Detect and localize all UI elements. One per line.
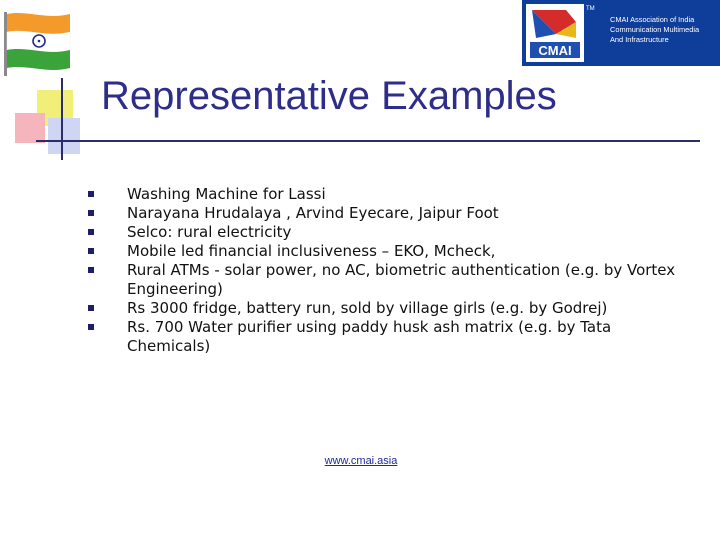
logo-line: Communication Multimedia bbox=[610, 25, 700, 34]
bullet-square-icon bbox=[88, 210, 94, 216]
bullet-text: Mobile led financial inclusiveness – EKO, Mcheck, bbox=[127, 242, 496, 260]
bullet-item bbox=[88, 318, 688, 356]
bullet-item bbox=[88, 261, 688, 299]
website-link[interactable] bbox=[0, 455, 720, 467]
logo-line: And Infrastructure bbox=[610, 35, 669, 44]
bullet-item bbox=[88, 204, 688, 223]
slide-title: Representative Examples bbox=[101, 74, 557, 118]
cmai-emblem-icon bbox=[526, 4, 584, 62]
bullet-square-icon bbox=[88, 324, 94, 330]
bullet-text: Rs 3000 fridge, battery run, sold by village girls (e.g. by Godrej) bbox=[127, 299, 608, 317]
cmai-logo bbox=[522, 0, 720, 66]
bullet-item bbox=[88, 299, 688, 318]
cmai-logo-text bbox=[610, 15, 718, 45]
decor-square-blue bbox=[48, 118, 80, 154]
cmai-wordmark: CMAI bbox=[538, 43, 572, 58]
website-link-text[interactable]: www.cmai.asia bbox=[324, 455, 398, 467]
bullet-item bbox=[88, 185, 688, 204]
decor-vertical-line bbox=[61, 78, 63, 160]
bullet-text: Narayana Hrudalaya , Arvind Eyecare, Jaipur Foot bbox=[127, 204, 499, 222]
bullet-text: Rs. 700 Water purifier using paddy husk ash matrix (e.g. by Tata Chemicals) bbox=[127, 318, 612, 355]
bullet-list bbox=[88, 185, 688, 356]
bullet-square-icon bbox=[88, 229, 94, 235]
bullet-text: Rural ATMs - solar power, no AC, biometric authentication (e.g. by Vortex Engineering) bbox=[127, 261, 676, 298]
bullet-text: Washing Machine for Lassi bbox=[127, 185, 326, 203]
bullet-square-icon bbox=[88, 305, 94, 311]
bullet-item bbox=[88, 242, 688, 261]
bullet-item bbox=[88, 223, 688, 242]
trademark-label: TM bbox=[586, 6, 595, 12]
bullet-text: Selco: rural electricity bbox=[127, 223, 292, 241]
india-flag-icon bbox=[2, 10, 72, 76]
decor-square-pink bbox=[15, 113, 45, 143]
cmai-logo-mark bbox=[526, 4, 584, 62]
bullet-square-icon bbox=[88, 248, 94, 254]
title-underline bbox=[36, 140, 700, 142]
logo-line: CMAI Association of India bbox=[610, 15, 695, 24]
bullet-square-icon bbox=[88, 267, 94, 273]
bullet-square-icon bbox=[88, 191, 94, 197]
